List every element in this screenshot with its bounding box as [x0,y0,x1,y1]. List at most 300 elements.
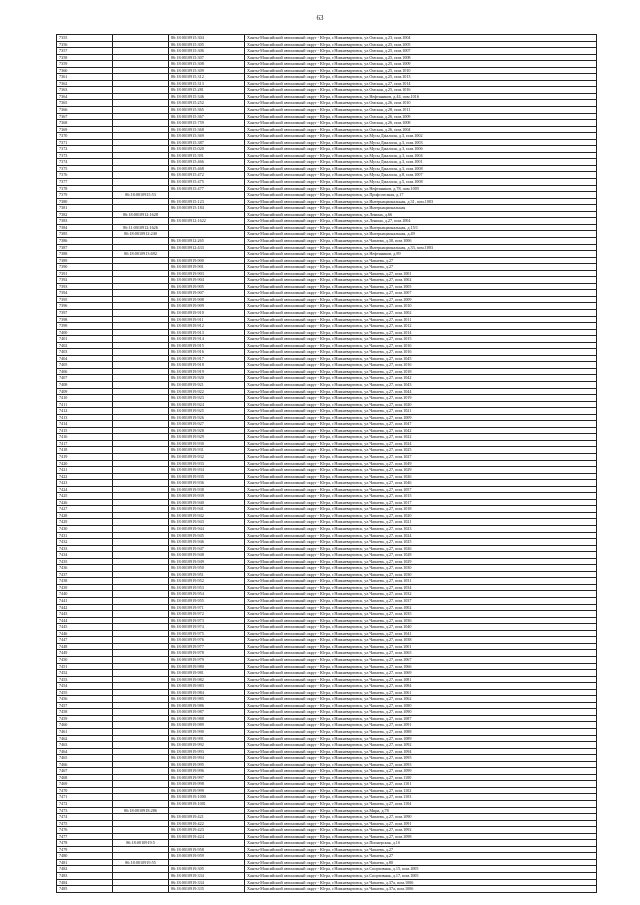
premise-cadastral-number: 86:18:0010919:988 [169,715,245,722]
address: Ханты-Мансийский автономный округ - Югра, г.Нижневартовск, ул.Чапаева, д.27, пом.1092 [245,827,597,834]
address: Ханты-Мансийский автономный округ - Югра, г.Нижневартовск, ул.Чапаева, д.27, пом.1091 [245,820,597,827]
row-number: 7355 [57,35,113,42]
row-number: 7470 [57,787,113,794]
row-number: 7404 [57,355,113,362]
row-number: 7417 [57,440,113,447]
address: Ханты-Мансийский автономный округ - Югра, г.Нижневартовск, ул.Чапаева, д.27, пом.1022 [245,434,597,441]
premise-cadastral-number: 86:18:0010915:368 [169,126,245,133]
premise-cadastral-number: 86:18:0010919:334 [169,879,245,886]
address: Ханты-Мансийский автономный округ - Югра, г.Нижневартовск, ул.Омская, д.26, пом.1009 [245,113,597,120]
row-number: 7442 [57,604,113,611]
premise-cadastral-number: 86:18:0010912:265 [169,237,245,244]
address: Ханты-Мансийский автономный округ - Югра, г.Нижневартовск, ул.Чапаева, д.27, пом.1002 [245,309,597,316]
row-number: 7433 [57,545,113,552]
address: Ханты-Мансийский автономный округ - Югра, г.Нижневартовск, ул.Мусы Джалиля, д.8, пом.1007 [245,172,597,179]
row-number: 7447 [57,637,113,644]
address: Ханты-Мансийский автономный округ - Югра, г.Нижневартовск, ул.Чапаева, д.27 [245,264,597,271]
premise-cadastral-number: 86:18:0010919:999 [169,787,245,794]
row-number: 7385 [57,231,113,238]
premise-cadastral-number: 86:18:0010919:959 [169,853,245,860]
premise-cadastral-number: 86:18:0010919:997 [169,774,245,781]
premise-cadastral-number: 86:18:0010915:313 [169,80,245,87]
row-number: 7409 [57,388,113,395]
premise-cadastral-number: 86:18:0010919:946 [169,539,245,546]
row-number: 7475 [57,820,113,827]
premise-cadastral-number: 86:18:0010915:304 [169,35,245,42]
row-number: 7428 [57,512,113,519]
premise-cadastral-number: 86:18:0010919:904 [169,277,245,284]
row-number: 7451 [57,663,113,670]
premise-cadastral-number: 86:18:0010919:994 [169,755,245,762]
premise-cadastral-number: 86:18:0010915:367 [169,113,245,120]
row-number: 7356 [57,41,113,48]
premise-cadastral-number: 86:18:0010915:475 [169,179,245,186]
row-number: 7382 [57,211,113,218]
row-number: 7398 [57,316,113,323]
address: Ханты-Мансийский автономный округ - Югра, г.Нижневартовск, ул.Чапаева, д.27, пом.1094 [245,748,597,755]
row-number: 7371 [57,139,113,146]
row-number: 7437 [57,571,113,578]
row-number: 7443 [57,611,113,618]
row-number: 7431 [57,532,113,539]
address: Ханты-Мансийский автономный округ - Югра, г.Нижневартовск, ул.Чапаева, д.27, пом.1009 [245,414,597,421]
address: Ханты-Мансийский автономный округ - Югра, г.Нижневартовск, ул.Чапаева, д.27, пом.1034 [245,584,597,591]
premise-cadastral-number: 86:18:0010919:951 [169,571,245,578]
row-number: 7456 [57,696,113,703]
premise-cadastral-number: 86:18:0010919:920 [169,375,245,382]
address: Ханты-Мансийский автономный округ - Югра, г.Нижневартовск, ул.Чапаева, д.27, пом.1032 [245,591,597,598]
address: Ханты-Мансийский автономный округ - Югра, г.Нижневартовск, ул.Профсоюзная, д.17 [245,192,597,199]
address: Ханты-Мансийский автономный округ - Югра, г.Нижневартовск, ул.Омская, д.25, пом.1005 [245,41,597,48]
premise-cadastral-number: 86:18:0010919:955 [169,598,245,605]
address: Ханты-Мансийский автономный округ - Югра, г.Нижневартовск, ул.Чапаева, д.27, пом.1019 [245,395,597,402]
row-number: 7363 [57,87,113,94]
address: Ханты-Мансийский автономный округ - Югра, г.Нижневартовск, ул.Омская, д.25, пом.1013 [245,74,597,81]
premise-cadastral-number: 86:18:0010919:947 [169,545,245,552]
row-number: 7485 [57,886,113,893]
row-number: 7372 [57,146,113,153]
premise-cadastral-number: 86:18:0010915:468 [169,165,245,172]
row-number: 7440 [57,591,113,598]
row-number: 7393 [57,283,113,290]
row-number: 7445 [57,624,113,631]
row-number: 7386 [57,237,113,244]
row-number: 7480 [57,853,113,860]
address: Ханты-Мансийский автономный округ - Югра, г.Нижневартовск, ул.Чапаева, д.27, пом.1021 [245,519,597,526]
row-number: 7478 [57,840,113,847]
row-number: 7471 [57,794,113,801]
address: Ханты-Мансийский автономный округ - Югра, г.Нижневартовск, ул.Чапаева, д.27, пом.1089 [245,735,597,742]
premise-cadastral-number: 86:18:0010915:307 [169,54,245,61]
row-number: 7383 [57,218,113,225]
row-number: 7473 [57,807,113,814]
row-number: 7408 [57,381,113,388]
row-number: 7468 [57,774,113,781]
premise-cadastral-number: 86:18:0010919:948 [169,552,245,559]
address: Ханты-Мансийский автономный округ - Югра, г.Нижневартовск, ул.Чапаева, д.27, пом.1100 [245,774,597,781]
row-number: 7448 [57,643,113,650]
row-number: 7427 [57,506,113,513]
premise-cadastral-number: 86:18:0010919:422 [169,820,245,827]
premise-cadastral-number: 86:18:0010919:985 [169,696,245,703]
page-number: 63 [316,14,324,22]
premise-cadastral-number: 86:18:0010919:922 [169,388,245,395]
premise-cadastral-number: 86:18:0010919:1001 [169,800,245,807]
row-number: 7454 [57,683,113,690]
premise-cadastral-number: 86:18:0010919:929 [169,434,245,441]
premise-cadastral-number: 86:18:0010919:334 [169,873,245,880]
row-number: 7452 [57,670,113,677]
premise-cadastral-number: 86:18:0010915:369 [169,133,245,140]
address: Ханты-Мансийский автономный округ - Югра, г.Нижневартовск, ул.Чапаева, д.27, пом.1016 [245,342,597,349]
address: Ханты-Мансийский автономный округ - Югра, г.Нижневартовск, ул.Чапаева, д.27, пом.1049 [245,460,597,467]
row-number: 7453 [57,676,113,683]
row-number: 7446 [57,630,113,637]
row-number: 7384 [57,224,113,231]
premise-cadastral-number: 86:18:0010915:387 [169,139,245,146]
address: Ханты-Мансийский автономный округ - Югра, г.Нижневартовск, ул.Чапаева, д.27 [245,853,597,860]
row-number: 7373 [57,152,113,159]
address: Ханты-Мансийский автономный округ - Югра, г.Нижневартовск, ул.Омская, д.27, пом.1014 [245,80,597,87]
premise-cadastral-number: 86:18:0010919:979 [169,656,245,663]
premise-cadastral-number: 86:18:0010919:953 [169,584,245,591]
premise-cadastral-number: 86:18:0010919:986 [169,702,245,709]
row-number: 7379 [57,192,113,199]
premise-cadastral-number: 86:18:0010919:936 [169,480,245,487]
address: Ханты-Мансийский автономный округ - Югра, г.Нижневартовск, ул.Чапаева, д.27, пом.1015 [245,493,597,500]
address: Ханты-Мансийский автономный округ - Югра, г.Нижневартовск, ул.Чапаева, д.27, пом.1038 [245,637,597,644]
premise-cadastral-number: 86:18:0010915:123 [169,198,245,205]
row-number: 7403 [57,349,113,356]
register-table [56,34,597,893]
address: Ханты-Мансийский автономный округ - Югра, г.Нижневартовск, ул.Чапаева, д.27, пом.1069 [245,670,597,677]
row-number: 7438 [57,578,113,585]
premise-cadastral-number: 86:18:0010919:424 [169,833,245,840]
address: Ханты-Мансийский автономный округ - Югра, г.Нижневартовск, ул.Чапаева, д.27, пом.1002 [245,604,597,611]
row-number: 7425 [57,493,113,500]
address: Ханты-Мансийский автономный округ - Югра, г.Нижневартовск, ул.Чапаева, д.27, пом.1031 [245,578,597,585]
address: Ханты-Мансийский автономный округ - Югра, г.Нижневартовск, ул.Интернациональная, д.31, пом.1003 [245,198,597,205]
row-number: 7391 [57,270,113,277]
address: Ханты-Мансийский автономный округ - Югра, г.Нижневартовск, ул.Нефтяников, д.44, пом.1016 [245,93,597,100]
premise-cadastral-number: 86:18:0010915:306 [169,48,245,55]
premise-cadastral-number: 86:18:0010919:912 [169,323,245,330]
premise-cadastral-number: 86:18:0010915:020 [169,146,245,153]
premise-cadastral-number: 86:18:0010919:924 [169,401,245,408]
address: Ханты-Мансийский автономный округ - Югра, г.Нижневартовск, ул.Интернациональная, д.49 [245,231,597,238]
row-number: 7429 [57,519,113,526]
row-number: 7390 [57,264,113,271]
address: Ханты-Мансийский автономный округ - Югра, г.Нижневартовск, ул.Омская, д.25, пом.1009 [245,61,597,68]
address: Ханты-Мансийский автономный округ - Югра, г.Нижневартовск, ул.Чапаева, д.27, пом.1010 [245,303,597,310]
premise-cadastral-number: 86:18:0010919:958 [169,846,245,853]
address: Ханты-Мансийский автономный округ - Югра, г.Нижневартовск, ул.Чапаева, д.27, пом.1015 [245,336,597,343]
parcel-cadastral-number: 86:18:0010919:5 [113,840,169,847]
address: Ханты-Мансийский автономный округ - Югра, г.Нижневартовск, ул.Интернациональная, д.33, пом.1003 [245,244,597,251]
row-number: 7360 [57,67,113,74]
address: Ханты-Мансийский автономный округ - Югра, г.Нижневартовск, ул.Чапаева, д.27, пом.1098 [245,833,597,840]
address: Ханты-Мансийский автономный округ - Югра, г.Нижневартовск, ул.Чапаева, д.37а, пом.1006 [245,886,597,893]
premise-cadastral-number: 86:18:0010919:973 [169,617,245,624]
row-number: 7449 [57,650,113,657]
row-number: 7476 [57,827,113,834]
row-number: 7474 [57,814,113,821]
row-number: 7418 [57,447,113,454]
address: Ханты-Мансийский автономный округ - Югра, г.Нижневартовск, ул.Чапаева, д.27, пом.1047 [245,421,597,428]
row-number: 7430 [57,526,113,533]
address: Ханты-Мансийский автономный округ - Югра, г.Нижневартовск, ул.Чапаева, д.27, пом.1102 [245,787,597,794]
row-number: 7439 [57,584,113,591]
address: Ханты-Мансийский автономный округ - Югра, г.Нижневартовск, ул.Чапаева, д.27, пом.1026 [245,545,597,552]
address: Ханты-Мансийский автономный округ - Югра, г.Нижневартовск, ул.Чапаева, д.27, пом.1025 [245,447,597,454]
premise-cadastral-number: 86:18:0010919:925 [169,408,245,415]
row-number: 7459 [57,715,113,722]
premise-cadastral-number: 86:18:0010919:917 [169,355,245,362]
address: Ханты-Мансийский автономный округ - Югра, г.Нижневартовск, ул.Чапаева, д.27, пом.1081 [245,676,597,683]
address: Ханты-Мансийский автономный округ - Югра, г.Нижневартовск, ул.Чапаева, д.27 [245,257,597,264]
address: Ханты-Мансийский автономный округ - Югра, г.Нижневартовск, ул.Мира, д.78 [245,807,597,814]
row-number: 7455 [57,689,113,696]
row-number: 7481 [57,859,113,866]
row-number: 7394 [57,290,113,297]
address: Ханты-Мансийский автономный округ - Югра, г.Нижневартовск, ул.Чапаева, д.27, пом.1101 [245,781,597,788]
premise-cadastral-number: 86:18:0010919:905 [169,283,245,290]
address: Ханты-Мансийский автономный округ - Югра, г.Нижневартовск, ул.Чапаева, д.27, пом.1018 [245,506,597,513]
address: Ханты-Мансийский автономный округ - Югра, г.Нижневартовск, ул.Омская, д.25, пом.1007 [245,48,597,55]
premise-cadastral-number: 86:18:0010919:954 [169,591,245,598]
address: Ханты-Мансийский автономный округ - Югра, г.Нижневартовск, ул.Чапаева, д.27, пом.1016 [245,362,597,369]
premise-cadastral-number: 86:18:0010919:914 [169,336,245,343]
address: Ханты-Мансийский автономный округ - Югра, г.Нижневартовск, ул.Омская, д.26, пом.1004 [245,126,597,133]
premise-cadastral-number: 86:18:0010915:252 [169,100,245,107]
premise-cadastral-number: 86:18:0010919:932 [169,454,245,461]
premise-cadastral-number: 86:18:0010919:938 [169,486,245,493]
register-table-body [57,35,597,893]
row-number: 7420 [57,460,113,467]
premise-cadastral-number: 86:18:0010919:915 [169,342,245,349]
address: Ханты-Мансийский автономный округ - Югра, г.Нижневартовск, ул.Чапаева, д.27, пом.1026 [245,473,597,480]
premise-cadastral-number: 86:18:0010919:989 [169,722,245,729]
address: Ханты-Мансийский автономный округ - Югра, г.Нижневартовск, ул.Чапаева, д.27, пом.1090 [245,814,597,821]
address: Ханты-Мансийский автономный округ - Югра, г.Нижневартовск, ул.Чапаева, д.27, пом.1036 [245,617,597,624]
row-number: 7415 [57,427,113,434]
premise-cadastral-number: 86:18:0010919:903 [169,270,245,277]
row-number: 7450 [57,656,113,663]
row-number: 7414 [57,421,113,428]
premise-cadastral-number: 86:18:0010919:950 [169,565,245,572]
address: Ханты-Мансийский автономный округ - Югра, г.Нижневартовск, ул.Чапаева, д.27, пом.1091 [245,722,597,729]
row-number: 7426 [57,499,113,506]
address: Ханты-Мансийский автономный округ - Югра, г.Нижневартовск, ул.Чапаева, д.27, пом.1065 [245,650,597,657]
address: Ханты-Мансийский автономный округ - Югра, г.Нижневартовск, ул.Чапаева, д.27, пом.1030 [245,571,597,578]
row-number: 7458 [57,709,113,716]
row-number: 7392 [57,277,113,284]
address: Ханты-Мансийский автономный округ - Югра, г.Нижневартовск, ул.Чапаева, д.27, пом.1005 [245,283,597,290]
row-number: 7389 [57,257,113,264]
address: Ханты-Мансийский автономный округ - Югра, г.Нижневартовск, ул.Чапаева, д.27, пом.1037 [245,598,597,605]
row-number: 7463 [57,742,113,749]
premise-cadastral-number: 86:18:0010919:919 [169,368,245,375]
premise-cadastral-number: 86:18:0010919:983 [169,683,245,690]
premise-cadastral-number: 86:18:0010915:184 [169,205,245,212]
address: Ханты-Мансийский автономный округ - Югра, г.Нижневартовск, ул.Чапаева, д.27, пом.1030 [245,565,597,572]
address: Ханты-Мансийский автономный округ - Югра, г.Нижневартовск, ул.Чапаева, д.27, пом.1046 [245,480,597,487]
address: Ханты-Мансийский автономный округ - Югра, г.Нижневартовск, ул.Чапаева, д.27, пом.1024 [245,440,597,447]
row-number: 7380 [57,198,113,205]
premise-cadastral-number: 86:18:0010919:901 [169,264,245,271]
premise-cadastral-number: 86:18:0010919:907 [169,290,245,297]
address: Ханты-Мансийский автономный округ - Югра, г.Нижневартовск, ул.Чапаева, д.27, пом.1016 [245,349,597,356]
row-number: 7376 [57,172,113,179]
address: Ханты-Мансийский автономный округ - Югра, г.Нижневартовск, ул.Спортивная, д.15, пом.1005 [245,866,597,873]
row-number: 7375 [57,165,113,172]
premise-cadastral-number: 86:18:0010919:996 [169,768,245,775]
row-number: 7400 [57,329,113,336]
premise-cadastral-number: 86:18:0010919:933 [169,460,245,467]
row-number: 7435 [57,558,113,565]
address: Ханты-Мансийский автономный округ - Югра, г.Нижневартовск, ул.Омская, д.23, пом.1004 [245,35,597,42]
row-number: 7464 [57,748,113,755]
address: Ханты-Мансийский автономный округ - Югра, г.Нижневартовск, ул.Чапаева, д.80 [245,859,597,866]
premise-cadastral-number: 86:18:0010915:466 [169,159,245,166]
address: Ханты-Мансийский автономный округ - Югра, г.Нижневартовск, ул.Омская, д.25, пом.1016 [245,87,597,94]
row-number: 7369 [57,126,113,133]
premise-cadastral-number: 86:18:0010919:952 [169,578,245,585]
premise-cadastral-number: 86:18:0010919:421 [169,814,245,821]
row-number: 7432 [57,539,113,546]
address: Ханты-Мансийский автономный округ - Югра, г.Нижневартовск, ул.Чапаева, д.27, пом.1099 [245,768,597,775]
row-number: 7410 [57,395,113,402]
address: Ханты-Мансийский автономный округ - Югра, г.Нижневартовск, ул.Чапаева, д.27, пом.1025 [245,539,597,546]
row-number: 7359 [57,61,113,68]
address: Ханты-Мансийский автономный округ - Югра, г.Нижневартовск, ул.Чапаева, д.27, пом.1084 [245,683,597,690]
premise-cadastral-number: 86:18:0010919:943 [169,519,245,526]
row-number: 7388 [57,251,113,258]
premise-cadastral-number: 86:18:0010919:1000 [169,794,245,801]
address: Ханты-Мансийский автономный округ - Югра, г.Нижневартовск, ул.Чапаева, д.27, пом.1040 [245,624,597,631]
premise-cadastral-number: 86:18:0010915:391 [169,152,245,159]
address: Ханты-Мансийский автономный округ - Югра, г.Нижневартовск, ул.Чапаева, д.27, пом.1007 [245,290,597,297]
premise-cadastral-number: 86:18:0010919:941 [169,506,245,513]
address: Ханты-Мансийский автономный округ - Югра, г.Нижневартовск, ул.Чапаева, д.27, пом.1020 [245,512,597,519]
address: Ханты-Мансийский автономный округ - Югра, г.Нижневартовск, ул.Мусы Джалиля, д.5, пом.1008 [245,179,597,186]
premise-cadastral-number: 86:18:0010919:910 [169,309,245,316]
address: Ханты-Мансийский автономный округ - Югра, г.Нижневартовск, ул.Мусы Джалиля, д.3, пом.1002 [245,133,597,140]
address: Ханты-Мансийский автономный округ - Югра, г.Нижневартовск, ул.Омская, д.25, пом.1008 [245,54,597,61]
address: Ханты-Мансийский автономный округ - Югра, г.Нижневартовск, ул.Чапаева, д.27, пом.1095 [245,755,597,762]
address: Ханты-Мансийский автономный округ - Югра, г.Нижневартовск, ул.Чапаева, д.27, пом.1061 [245,689,597,696]
premise-cadastral-number: 86:18:0010919:918 [169,362,245,369]
row-number: 7483 [57,873,113,880]
address: Ханты-Мансийский автономный округ - Югра, г.Нижневартовск, ул.Чапаева, д.27, пом.1103 [245,794,597,801]
row-number: 7365 [57,100,113,107]
premise-cadastral-number: 86:18:0010919:995 [169,761,245,768]
premise-cadastral-number: 86:18:0010915:281 [169,87,245,94]
row-number: 7416 [57,434,113,441]
address: Ханты-Мансийский автономный округ - Югра, г.Нижневартовск, ул.Омская, д.26, пом.1008 [245,120,597,127]
row-number: 7457 [57,702,113,709]
address: Ханты-Мансийский автономный округ - Югра, г.Нижневартовск, ул.Интернациональная, д.15/1 [245,224,597,231]
parcel-cadastral-number: 86:18:0010918:286 [113,807,169,814]
premise-cadastral-number: 86:18:0010919:921 [169,381,245,388]
row-number: 7412 [57,408,113,415]
address: Ханты-Мансийский автономный округ - Югра, г.Нижневартовск, ул.Чапаева, д.27, пом.1017 [245,499,597,506]
premise-cadastral-number: 86:18:0010919:913 [169,329,245,336]
address: Ханты-Мансийский автономный округ - Югра, г.Нижневартовск, ул.Чапаева, д.27, пом.1002 [245,277,597,284]
row-number: 7381 [57,205,113,212]
address: Ханты-Мансийский автономный округ - Югра, г.Нижневартовск, ул.Чапаева, д.30, пом.1006 [245,237,597,244]
address: Ханты-Мансийский автономный округ - Югра, г.Нижневартовск, ул.Чапаева, д.27, пом.1093 [245,761,597,768]
premise-cadastral-number: 86:18:0010915:477 [169,185,245,192]
row-number: 7399 [57,323,113,330]
premise-cadastral-number: 86:18:0010912:433 [169,244,245,251]
row-number: 7406 [57,368,113,375]
premise-cadastral-number: 86:18:0010919:909 [169,303,245,310]
row-number: 7362 [57,80,113,87]
address: Ханты-Мансийский автономный округ - Югра, г.Нижневартовск, ул.Чапаева, д.27, пом.1044 [245,388,597,395]
row-number: 7407 [57,375,113,382]
premise-cadastral-number: 86:18:0010919:984 [169,689,245,696]
premise-cadastral-number: 86:18:0010915:365 [169,107,245,114]
premise-cadastral-number: 86:18:0010919:928 [169,427,245,434]
address: Ханты-Мансийский автономный округ - Югра, г.Нижневартовск, ул.Чапаева, д.37а, пом.1006 [245,879,597,886]
address: Ханты-Мансийский автономный округ - Югра, г.Нижневартовск, ул.Чапаева, д.27, пом.1024 [245,532,597,539]
address: Ханты-Мансийский автономный округ - Югра, г.Нижневартовск, ул.Чапаева, д.27, пом.1023 [245,526,597,533]
address: Ханты-Мансийский автономный округ - Югра, г.Нижневартовск, ул.Чапаева, д.27, пом.1043 [245,381,597,388]
premise-cadastral-number: 86:18:0010919:944 [169,526,245,533]
address: Ханты-Мансийский автономный округ - Югра, г.Нижневартовск, ул.Спортивная, д.17, пом.1005 [245,873,597,880]
address: Ханты-Мансийский автономный округ - Югра, г.Нижневартовск, ул.Чапаева, д.27, пом.1045 [245,355,597,362]
premise-cadastral-number: 86:18:0010919:971 [169,604,245,611]
premise-cadastral-number: 86:18:0010919:927 [169,421,245,428]
premise-cadastral-number: 86:18:0010919:940 [169,499,245,506]
address: Ханты-Мансийский автономный округ - Югра, г.Нижневартовск, ул.Мусы Джалиля, д.3, пом.1001 [245,159,597,166]
address: Ханты-Мансийский автономный округ - Югра, г.Нижневартовск, ул.Чапаева, д.27, пом.1035 [245,611,597,618]
premise-cadastral-number: 86:18:0010919:993 [169,748,245,755]
address: Ханты-Мансийский автономный округ - Югра, г.Нижневартовск, ул.Чапаева, д.27, пом.1066 [245,663,597,670]
address: Ханты-Мансийский автономный округ - Югра, г.Нижневартовск, ул.Чапаева, д.27, пом.1042 [245,427,597,434]
premise-cadastral-number: 86:18:0010919:974 [169,624,245,631]
premise-cadastral-number: 86:18:0010915:308 [169,61,245,68]
premise-cadastral-number: 86:18:0010919:942 [169,512,245,519]
row-number: 7434 [57,552,113,559]
address: Ханты-Мансийский автономный округ - Югра, г.Нижневартовск, ул.Чапаева, д.27, пом.1062 [245,696,597,703]
premise-cadastral-number: 86:18:0010919:908 [169,296,245,303]
premise-cadastral-number: 86:18:0010919:990 [169,728,245,735]
address: Ханты-Мансийский автономный округ - Югра, г.Нижневартовск, ул.Мусы Джалиля, д.3, пом.1008 [245,165,597,172]
row-number: 7421 [57,467,113,474]
row-number: 7482 [57,866,113,873]
address: Ханты-Мансийский автономный округ - Югра, г.Нижневартовск, ул.Ленина, д.27, пом.1004 [245,218,597,225]
row-number: 7472 [57,800,113,807]
row-number: 7357 [57,48,113,55]
premise-cadastral-number: 86:18:0010919:981 [169,670,245,677]
row-number: 7461 [57,728,113,735]
address: Ханты-Мансийский автономный округ - Югра, г.Нижневартовск, ул.Чапаева, д.27, пом.1104 [245,800,597,807]
address: Ханты-Мансийский автономный округ - Югра, г.Нижневартовск, ул.Мусы Джалиля, д.3, пом.1003 [245,139,597,146]
address: Ханты-Мансийский автономный округ - Югра, г.Нижневартовск, ул.Чапаева, д.27, пом.1087 [245,715,597,722]
premise-cadastral-number: 86:18:0010919:980 [169,663,245,670]
parcel-cadastral-number: 86:18:0010915:53 [113,192,169,199]
row-number: 7366 [57,107,113,114]
row-number: 7402 [57,342,113,349]
premise-cadastral-number: 86:18:0010919:923 [169,395,245,402]
premise-cadastral-number: 86:18:0010919:930 [169,440,245,447]
row-number: 7424 [57,486,113,493]
address: Ханты-Мансийский автономный округ - Югра, г.Нижневартовск, ул.Чапаева, д.27, пом.1041 [245,630,597,637]
row-number: 7395 [57,296,113,303]
row-number: 7401 [57,336,113,343]
